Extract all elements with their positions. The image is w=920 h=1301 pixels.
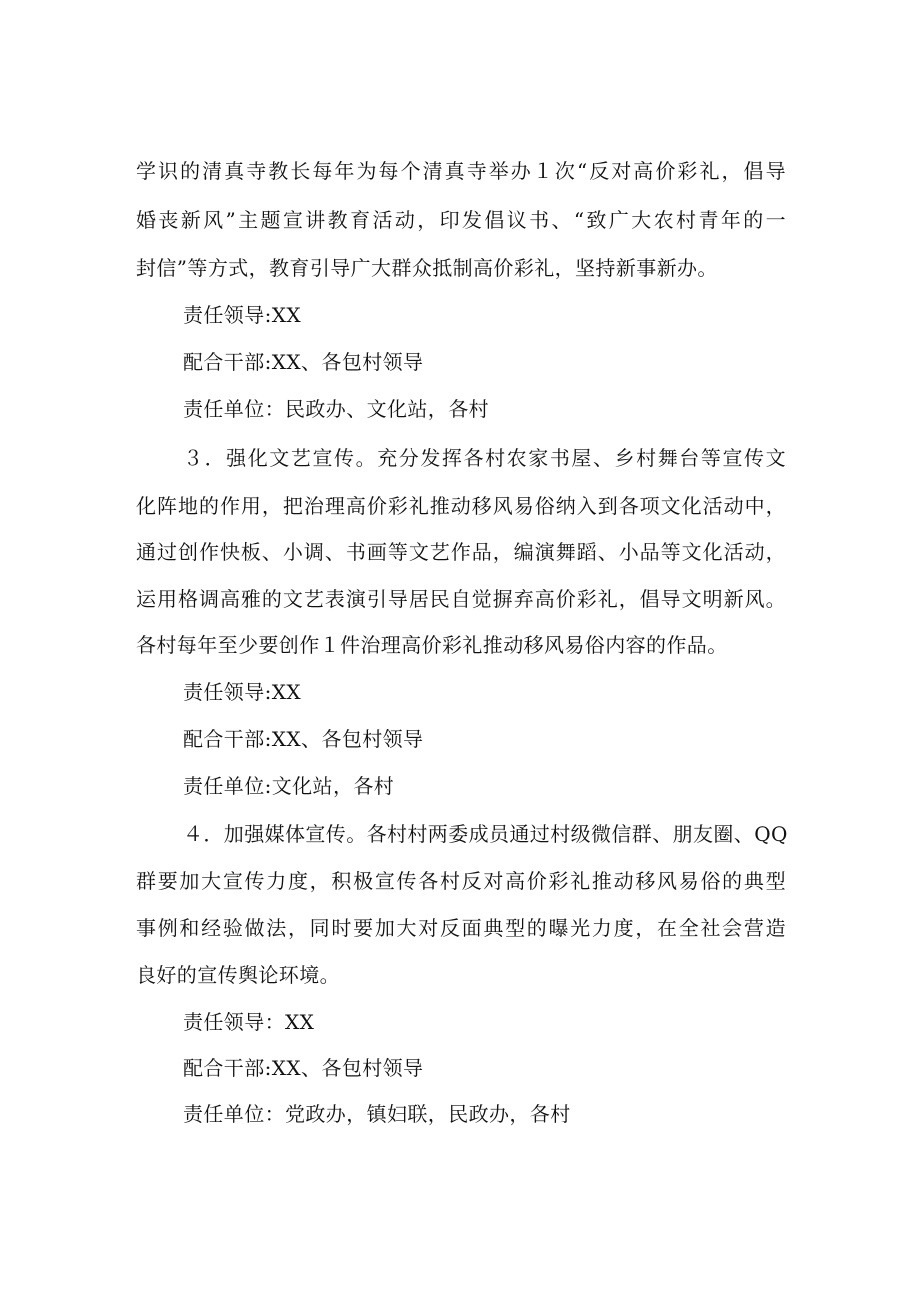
paragraph-3-line-4: 运用格调高雅的文艺表演引导居民自觉摒弃高价彩礼，倡导文明新风。: [136, 587, 786, 611]
paragraph-1-line-2: 婚丧新风”主题宣讲教育活动，印发倡议书、“致广大农村青年的一: [136, 208, 786, 232]
paragraph-4-line-3: 事例和经验做法，同时要加大对反面典型的曝光力度，在全社会营造: [136, 916, 786, 940]
responsible-unit-4: 责任单位：党政办，镇妇联，民政办，各村: [183, 1102, 571, 1126]
paragraph-3-line-5: 各村每年至少要创作１件治理高价彩礼推动移风易俗内容的作品。: [136, 633, 728, 657]
cooperating-cadre-3: 配合干部:XX、各包村领导: [183, 727, 424, 751]
paragraph-3-line-3: 通过创作快板、小调、书画等文艺作品，编演舞蹈、小品等文化活动，: [136, 540, 786, 564]
paragraph-4-line-4: 良好的宣传舆论环境。: [136, 963, 340, 987]
paragraph-3-line-1: ３．强化文艺宣传。充分发挥各村农家书屋、乡村舞台等宣传文: [183, 446, 786, 470]
cooperating-cadre-1: 配合干部:XX、各包村领导: [183, 350, 424, 374]
responsible-leader-4: 责任领导：XX: [183, 1010, 315, 1034]
responsible-unit-1: 责任单位：民政办、文化站，各村: [183, 397, 489, 421]
paragraph-1-line-3: 封信”等方式，教育引导广大群众抵制高价彩礼，坚持新事新办。: [136, 256, 718, 280]
paragraph-4-line-1: ４．加强媒体宣传。各村村两委成员通过村级微信群、朋友圈、QQ: [183, 822, 788, 846]
cooperating-cadre-4: 配合干部:XX、各包村领导: [183, 1056, 424, 1080]
paragraph-4-line-2: 群要加大宣传力度，积极宣传各村反对高价彩礼推动移风易俗的典型: [136, 869, 786, 893]
paragraph-3-line-2: 化阵地的作用，把治理高价彩礼推动移风易俗纳入到各项文化活动中，: [136, 494, 786, 518]
paragraph-1-line-1: 学识的清真寺教长每年为每个清真寺举办１次“反对高价彩礼，倡导: [136, 159, 786, 183]
responsible-unit-3: 责任单位:文化站，各村: [183, 774, 395, 798]
responsible-leader-3: 责任领导:XX: [183, 680, 302, 704]
responsible-leader-1: 责任领导:XX: [183, 303, 302, 327]
